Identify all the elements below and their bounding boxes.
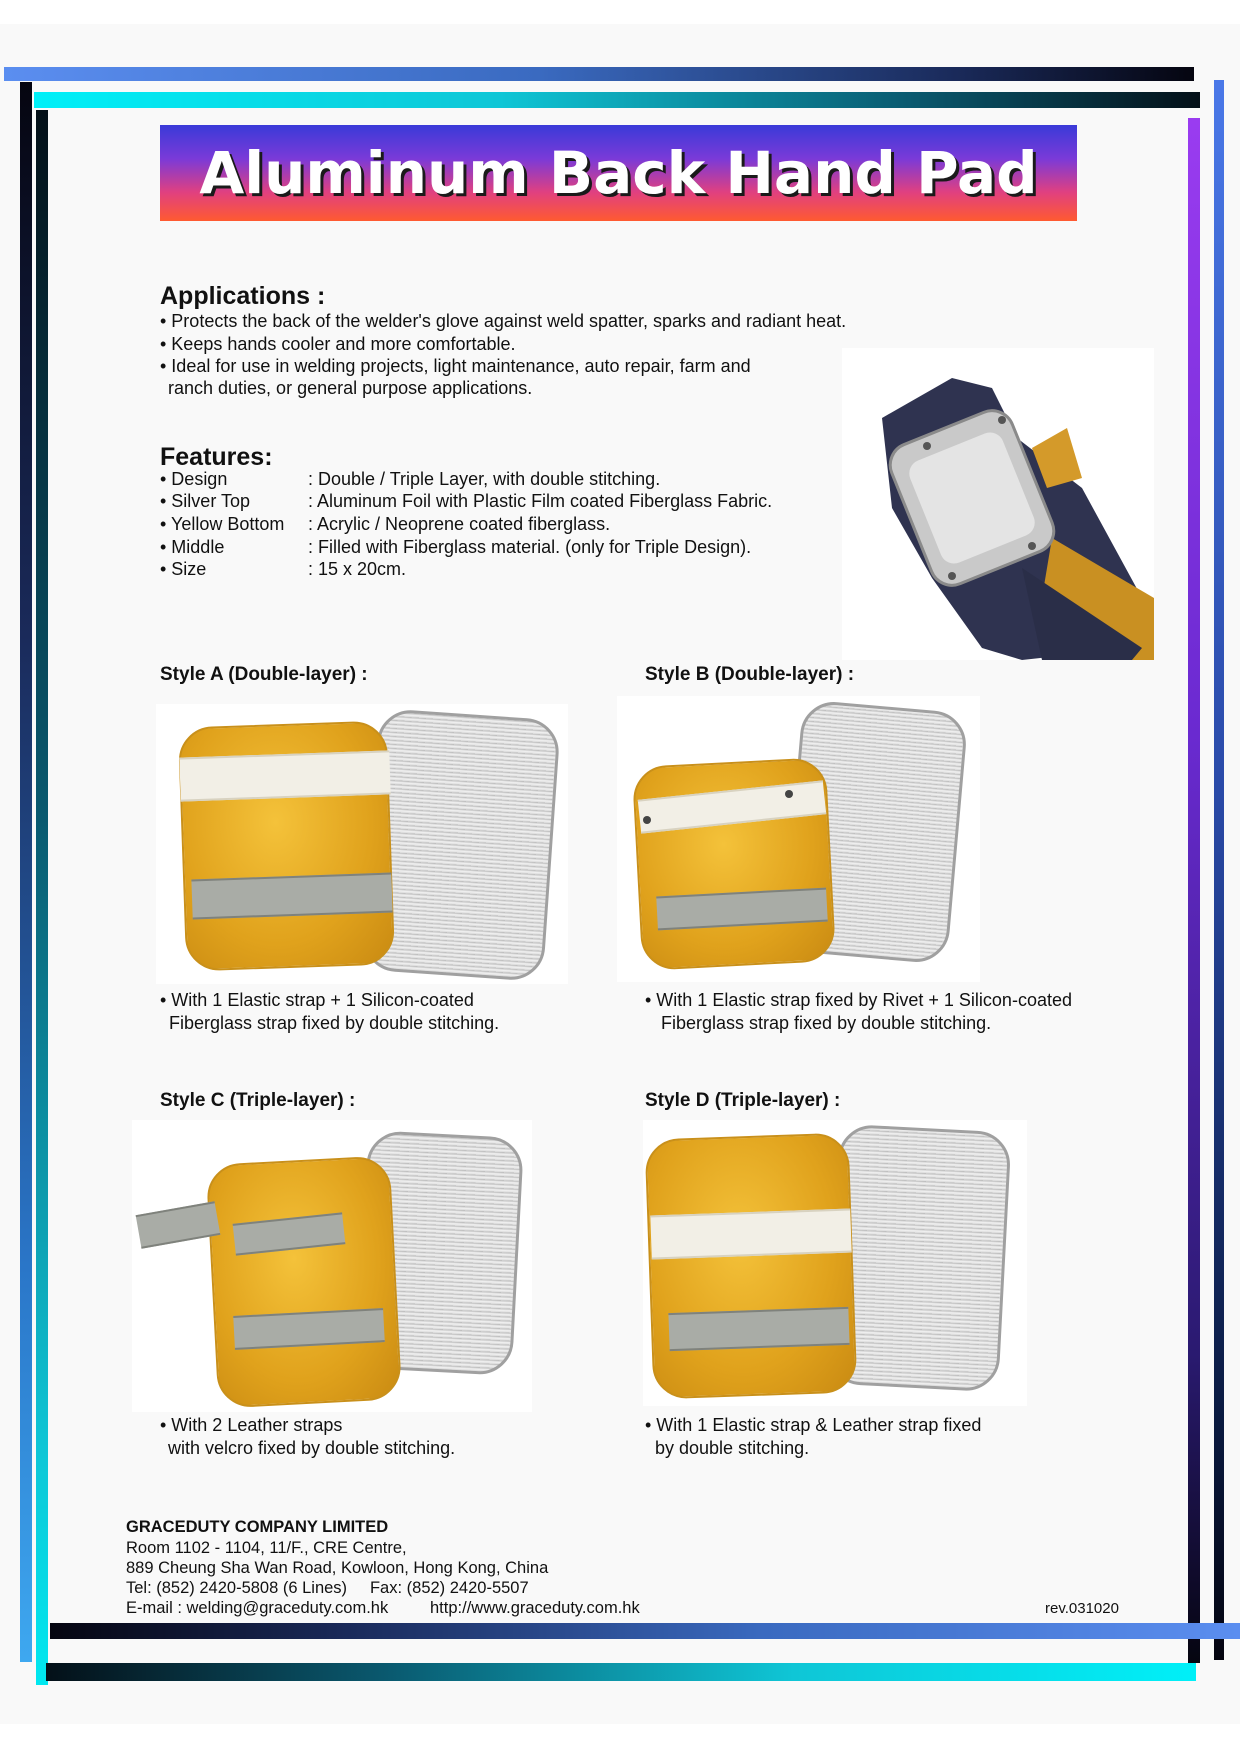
application-line-4: ranch duties, or general purpose applications.	[168, 378, 533, 398]
title-banner	[160, 125, 1077, 221]
application-line-3: • Ideal for use in welding projects, light maintenance, auto repair, farm and	[160, 356, 751, 376]
fiberglass-strap	[191, 873, 392, 920]
feature-row	[160, 537, 751, 558]
style-a-photo	[156, 704, 568, 984]
right-frame-bar-blue	[1214, 80, 1224, 1660]
style-b-description-2: Fiberglass strap fixed by double stitching.	[661, 1013, 992, 1033]
features-heading: Features:	[160, 443, 273, 471]
elastic-strap	[179, 750, 390, 801]
style-b-photo	[617, 696, 980, 982]
top-frame-bar-cyan	[34, 92, 1200, 108]
style-d-description-2: by double stitching.	[655, 1438, 810, 1458]
company-address-line-1: Room 1102 - 1104, 11/F., CRE Centre,	[126, 1539, 407, 1557]
feature-row	[160, 469, 660, 490]
feature-key: • Silver Top	[160, 491, 251, 511]
feature-value: : 15 x 20cm.	[308, 559, 407, 579]
company-address-line-2: 889 Cheung Sha Wan Road, Kowloon, Hong Kong, China	[126, 1559, 549, 1577]
velcro-leather-strap-tab	[136, 1201, 221, 1248]
right-frame-bar-purple	[1188, 118, 1200, 1663]
style-c-description-2: with velcro fixed by double stitching.	[168, 1438, 456, 1458]
feature-key: • Size	[160, 559, 207, 579]
rivet	[643, 816, 651, 824]
style-d-photo	[643, 1120, 1027, 1406]
revision-label: rev.031020	[1045, 1600, 1119, 1617]
style-a-description-2: Fiberglass strap fixed by double stitching.	[169, 1013, 500, 1033]
feature-key: • Yellow Bottom	[160, 514, 285, 534]
applications-heading: Applications :	[160, 282, 326, 310]
feature-value: : Aluminum Foil with Plastic Film coated Fiberglass Fabric.	[308, 491, 773, 511]
style-a-description-1: • With 1 Elastic strap + 1 Silicon-coated	[160, 990, 474, 1010]
style-d-description-1: • With 1 Elastic strap & Leather strap fixed	[645, 1415, 982, 1435]
top-frame-bar-blue	[4, 67, 1194, 81]
application-line-1: • Protects the back of the welder's glove against weld spatter, sparks and radiant heat.	[160, 311, 847, 331]
page-title: Aluminum Back Hand Pad	[199, 139, 1038, 207]
leather-strap	[668, 1307, 849, 1351]
style-c-description-1: • With 2 Leather straps	[160, 1415, 343, 1435]
company-email: E-mail : welding@graceduty.com.hk	[126, 1599, 389, 1617]
feature-row	[160, 559, 406, 580]
feature-value: : Double / Triple Layer, with double stitching.	[308, 469, 661, 489]
glove-with-hand-pad-photo	[842, 348, 1154, 660]
company-tel-fax: Tel: (852) 2420-5808 (6 Lines) Fax: (852) 2420-5507	[126, 1579, 529, 1597]
feature-key: • Middle	[160, 537, 225, 557]
feature-key: • Design	[160, 469, 228, 489]
feature-value: : Acrylic / Neoprene coated fiberglass.	[308, 514, 611, 534]
company-name: GRACEDUTY COMPANY LIMITED	[126, 1518, 389, 1536]
feature-value: : Filled with Fiberglass material. (only for Triple Design).	[308, 537, 752, 557]
company-website: http://www.graceduty.com.hk	[430, 1599, 640, 1617]
left-frame-bar-blue	[20, 82, 32, 1662]
application-line-2: • Keeps hands cooler and more comfortable.	[160, 334, 516, 354]
yellow-pad	[645, 1133, 858, 1400]
style-d-heading: Style D (Triple-layer) :	[645, 1090, 841, 1111]
feature-row	[160, 514, 610, 535]
style-b-heading: Style B (Double-layer) :	[645, 664, 855, 685]
style-c-heading: Style C (Triple-layer) :	[160, 1090, 356, 1111]
elastic-strap	[650, 1209, 851, 1260]
style-c-photo	[132, 1120, 532, 1412]
rivet	[785, 790, 793, 798]
bottom-frame-bar-blue	[50, 1623, 1240, 1639]
style-b-description-1: • With 1 Elastic strap fixed by Rivet + 1 Silicon-coated	[645, 990, 1072, 1010]
bottom-frame-bar-cyan	[46, 1663, 1196, 1681]
feature-row	[160, 491, 772, 512]
left-frame-bar-cyan	[36, 110, 48, 1685]
glove-illustration	[842, 348, 1154, 660]
style-a-heading: Style A (Double-layer) :	[160, 664, 368, 685]
yellow-pad	[206, 1155, 403, 1408]
